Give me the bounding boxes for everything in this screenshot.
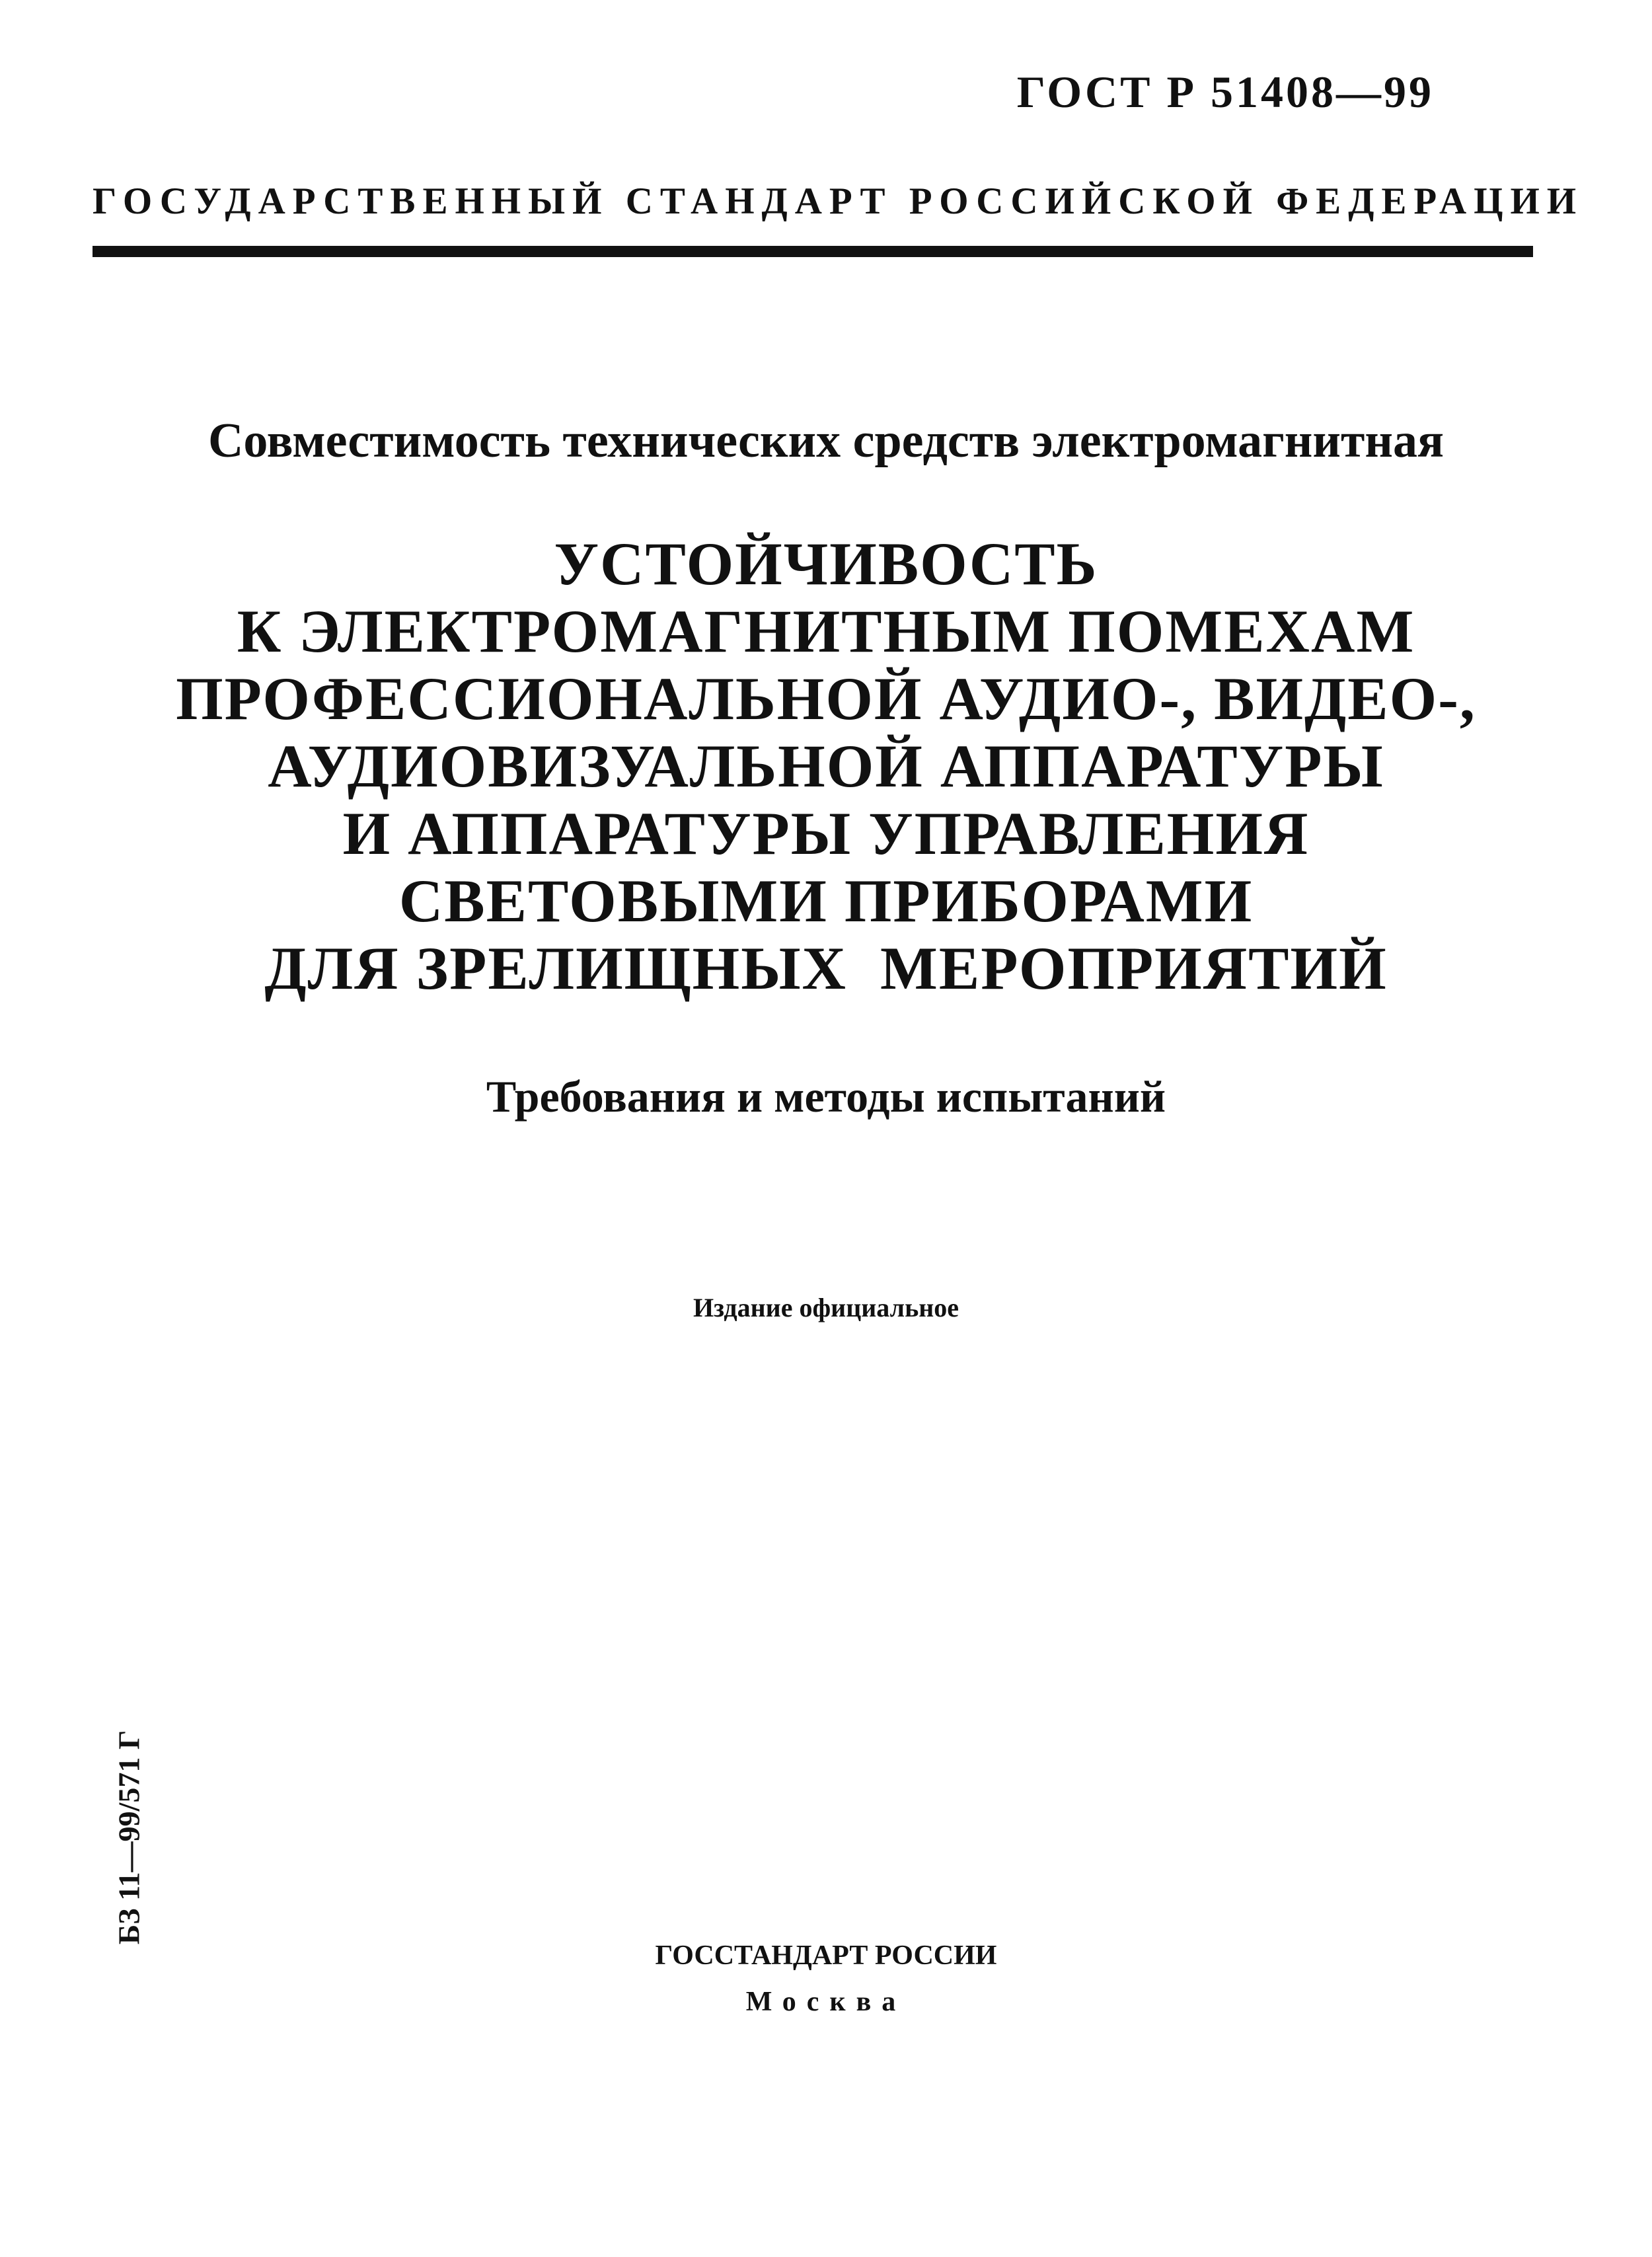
title-line: УСТОЙЧИВОСТЬ [554,530,1098,597]
subtitle: Требования и методы испытаний [486,1071,1166,1122]
agency-heading: ГОСУДАРСТВЕННЫЙ СТАНДАРТ РОССИЙСКОЙ ФЕДЕРАЦИИ [93,180,1584,222]
title-line: И АППАРАТУРЫ УПРАВЛЕНИЯ [342,800,1310,867]
standard-category: Совместимость технических средств электромагнитная [207,414,1445,468]
title-line: ДЛЯ ЗРЕЛИЩНЫХ МЕРОПРИЯТИЙ [264,935,1388,1002]
main-title [0,530,1652,1002]
city: Москва [745,1987,907,2017]
side-code: БЗ 11—99/571 Г [112,1730,146,1945]
edition-label: Издание официальное [693,1293,959,1322]
header-rule [93,246,1533,257]
title-line: К ЭЛЕКТРОМАГНИТНЫМ ПОМЕХАМ [237,597,1415,665]
title-line: СВЕТОВЫМИ ПРИБОРАМИ [398,867,1254,935]
title-line: ПРОФЕССИОНАЛЬНОЙ АУДИО-, ВИДЕО-, [176,665,1476,732]
publisher: ГОССТАНДАРТ РОССИИ [655,1940,997,1971]
title-line: АУДИОВИЗУАЛЬНОЙ АППАРАТУРЫ [268,732,1384,800]
document-number: ГОСТ Р 51408—99 [1016,67,1434,117]
